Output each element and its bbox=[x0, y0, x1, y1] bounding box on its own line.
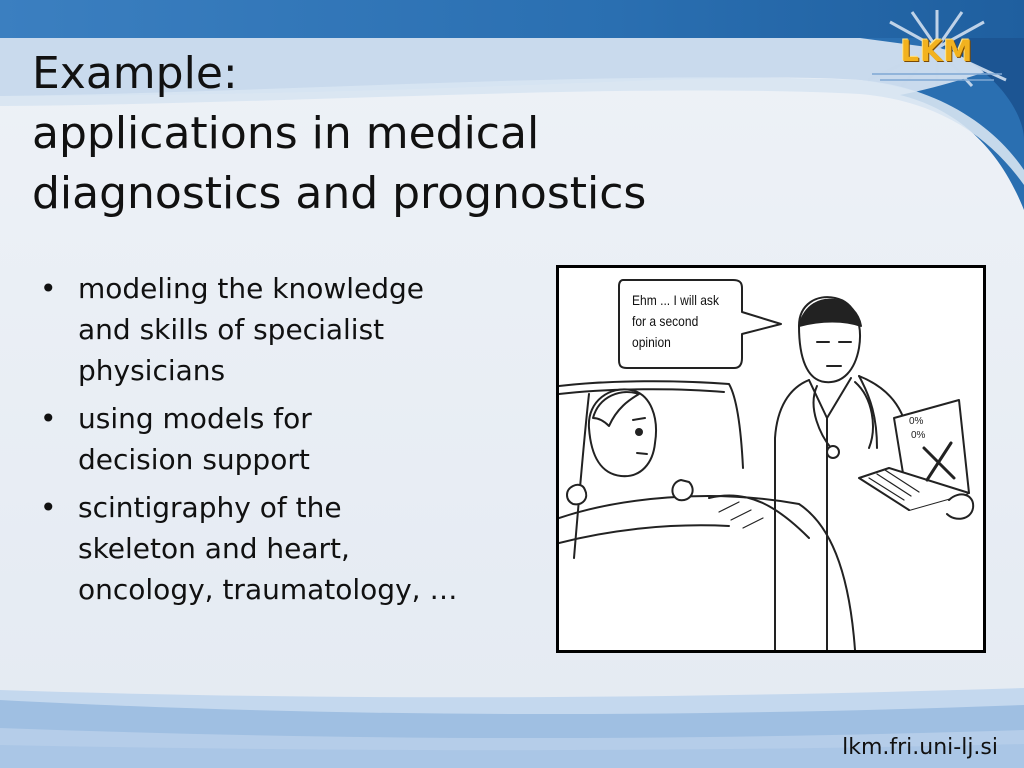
bullet-line: using models for bbox=[78, 402, 312, 435]
bullet-line: skeleton and heart, bbox=[78, 532, 350, 565]
logo-text: LKM bbox=[900, 34, 974, 68]
screen-label: 0% bbox=[911, 430, 926, 441]
title-line: applications in medical bbox=[32, 108, 540, 159]
speech-line: for a second bbox=[632, 313, 699, 329]
title-line: diagnostics and prognostics bbox=[32, 168, 647, 219]
bullet-symbol: • bbox=[40, 402, 57, 435]
bullet-line: oncology, traumatology, … bbox=[78, 573, 458, 606]
cartoon-illustration bbox=[556, 265, 986, 653]
list-item bbox=[40, 487, 540, 610]
speech-bubble-text bbox=[632, 290, 727, 353]
patient-head bbox=[589, 389, 656, 476]
speech-line: opinion bbox=[632, 334, 671, 350]
page-title bbox=[32, 44, 832, 224]
bullet-line: decision support bbox=[78, 443, 310, 476]
bullet-line: and skills of specialist bbox=[78, 313, 385, 346]
bullet-list bbox=[40, 268, 540, 617]
title-line: Example: bbox=[32, 48, 238, 99]
speech-line: Ehm ... I will ask bbox=[632, 292, 719, 308]
bullet-line: modeling the knowledge bbox=[78, 272, 425, 305]
doctor-coat bbox=[775, 376, 911, 650]
footer-url: lkm.fri.uni-lj.si bbox=[842, 735, 998, 760]
list-item bbox=[40, 398, 540, 480]
cartoon-drawing bbox=[559, 268, 983, 650]
list-item bbox=[40, 268, 540, 391]
bullet-symbol: • bbox=[40, 272, 57, 305]
bed-blanket bbox=[559, 496, 855, 650]
bullet-symbol: • bbox=[40, 491, 57, 524]
bullet-line: physicians bbox=[78, 354, 226, 387]
screen-label: 0% bbox=[909, 416, 924, 427]
bullet-line: scintigraphy of the bbox=[78, 491, 342, 524]
